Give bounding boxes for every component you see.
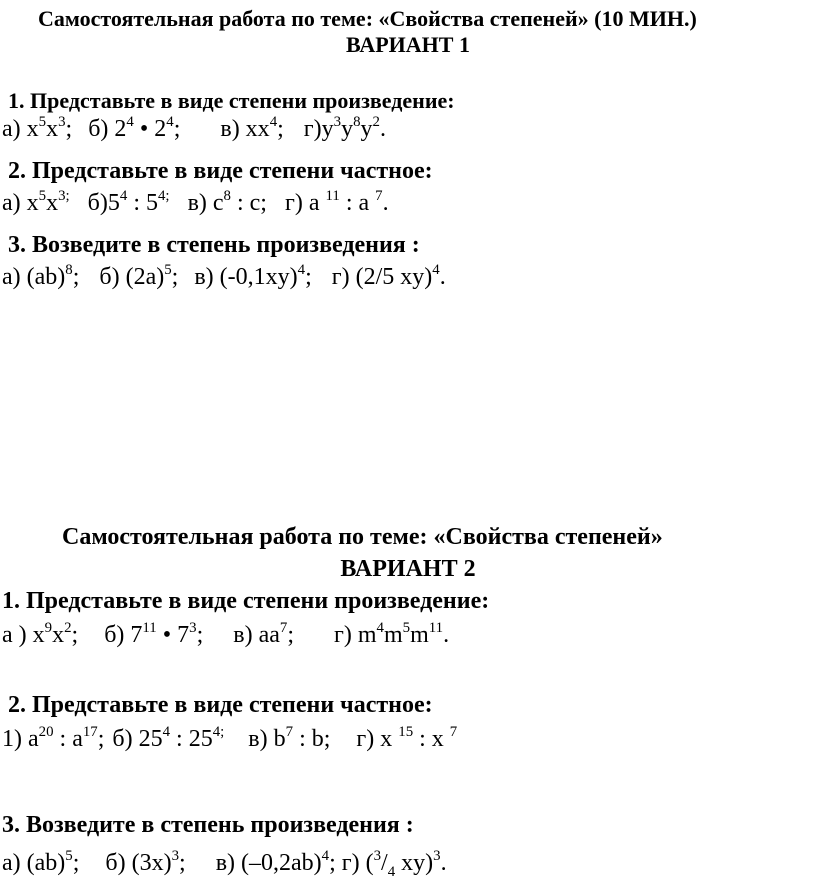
v2-task1-heading: 1. Представьте в виде степени произведение:	[2, 588, 490, 614]
variant1-title: Самостоятельная работа по теме: «Свойства степеней» (10 МИН.)	[38, 6, 697, 31]
item: а) (ab)$^8$;	[2, 262, 80, 290]
item: в) $(-0,2ab)^4$;	[215, 848, 336, 876]
item: б) $(3x)^3$;	[105, 848, 186, 876]
item: в) $xx^4$;	[220, 114, 284, 142]
v1-task2-heading: 2. Представьте в виде степени частное:	[8, 158, 433, 184]
item: а) $x^5x^3$;	[2, 114, 73, 142]
item: 1) $a^{20}$ : $a^{17}$;	[2, 724, 105, 752]
item: а) $x^5x^{3;}$	[2, 188, 70, 216]
v2-task2-heading: 2. Представьте в виде степени частное:	[8, 692, 433, 718]
v1-task3-items	[2, 264, 446, 291]
v1-task1-items	[2, 116, 386, 143]
v2-task3-items	[2, 850, 447, 881]
item: а) (ab)$^5$;	[2, 848, 80, 876]
variant1-subtitle: ВАРИАНТ 1	[346, 32, 470, 57]
item: в) $c^8$ : c;	[187, 188, 267, 216]
item: б) $25^4$ : $25^{4;}$	[112, 724, 225, 752]
item: $г)y^3y^8y^2$.	[303, 114, 386, 142]
item: г) (2/5 xy)$^4$.	[331, 262, 446, 290]
v1-task1-heading: 1. Представьте в виде степени произведение:	[8, 88, 455, 113]
item: г) a $^{11}$ : a $^7$.	[284, 188, 389, 216]
v1-task3-heading: 3. Возведите в степень произведения :	[8, 232, 420, 258]
item: $б)5^4$ : $5^{4;}$	[87, 188, 170, 216]
item: в) $b^7$ : b;	[248, 724, 331, 752]
v2-task3-heading: 3. Возведите в степень произведения :	[2, 812, 414, 838]
item: б) $2^4$ • $2^4$;	[88, 114, 181, 142]
item: б) $(2a)^5$;	[99, 262, 179, 290]
item: г) x $^{15}$ : x $^7$	[356, 724, 458, 752]
item: в) $aa^7$;	[233, 620, 294, 648]
v2-task1-items	[2, 622, 449, 649]
item: б) $7^{11}$ • $7^3$;	[104, 620, 204, 648]
item: в) $(-0,1xy)^4$;	[194, 262, 312, 290]
v2-task2-items	[2, 726, 457, 753]
item: г) ($^3/_4$ xy)$^3$.	[341, 848, 447, 880]
item: г) $m^4m^5m^{11}$.	[334, 620, 450, 648]
variant2-title: Самостоятельная работа по теме: «Свойства степеней»	[62, 524, 663, 550]
item: а ) $x^9x^2$;	[2, 620, 79, 648]
v1-task2-items	[2, 190, 389, 217]
variant2-subtitle: ВАРИАНТ 2	[340, 556, 476, 582]
